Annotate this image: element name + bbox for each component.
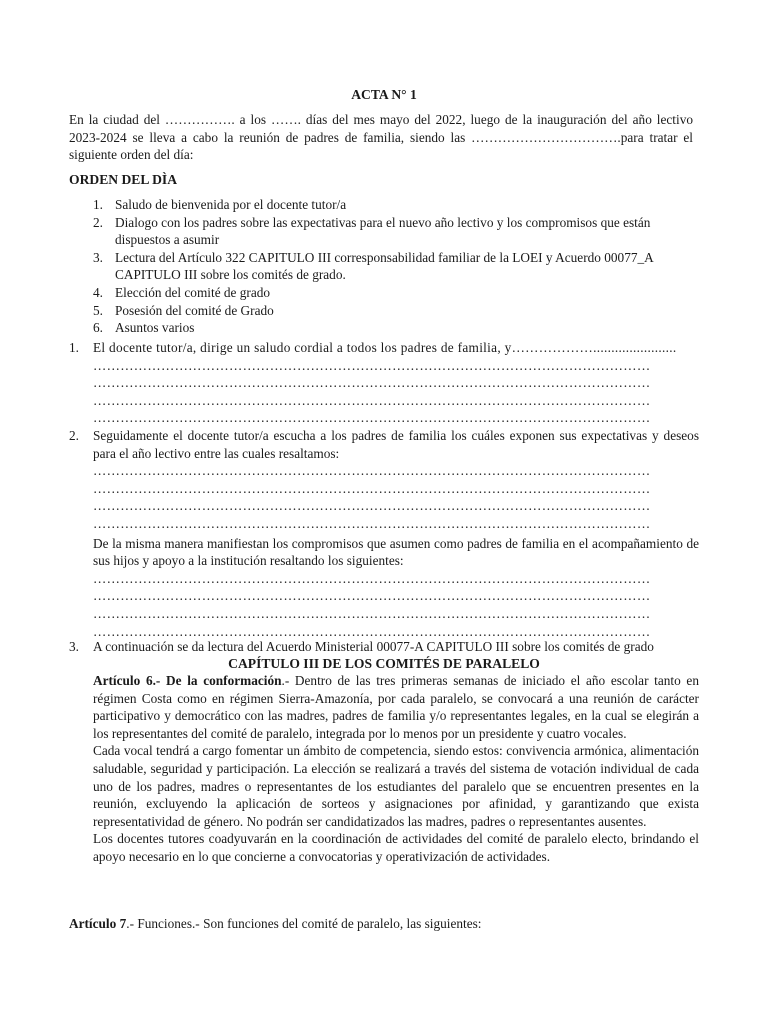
agenda-item-number: 3. bbox=[93, 249, 103, 265]
article-7-text: .- Funciones.- Son funciones del comité de paralelo, las siguientes: bbox=[126, 916, 482, 931]
agenda-item-text: Lectura del Artículo 322 CAPITULO III corresponsabilidad familiar de la LOEI y Acuerdo 00077_A CAPITULO III sobre los comités de grado. bbox=[115, 249, 654, 283]
section-text: El docente tutor/a, dirige un saludo cordial a todos los padres de familia, y………………....................... bbox=[93, 340, 677, 355]
dotted-fill-line: …………………………………………………………………………………………………………… bbox=[93, 357, 651, 373]
chapter-title: CAPÍTULO III DE LOS COMITÉS DE PARALELO bbox=[228, 656, 540, 671]
section-text: A continuación se da lectura del Acuerdo Ministerial 00077-A CAPITULO III sobre los comités de grado bbox=[93, 639, 654, 654]
agenda-item bbox=[93, 214, 693, 249]
dotted-fill-line: …………………………………………………………………………………………………………… bbox=[93, 463, 651, 479]
dotted-fill-line: …………………………………………………………………………………………………………… bbox=[93, 480, 651, 496]
agenda-item-text: Saludo de bienvenida por el docente tutor/a bbox=[115, 197, 347, 212]
minutes-section-1 bbox=[69, 339, 699, 427]
agenda-item-number: 5. bbox=[93, 302, 103, 318]
agenda-item-text: Posesión del comité de Grado bbox=[115, 302, 274, 318]
agenda-item-number: 4. bbox=[93, 284, 103, 300]
dotted-fill-line: …………………………………………………………………………………………………………… bbox=[93, 515, 651, 531]
dotted-fill-line: …………………………………………………………………………………………………………… bbox=[93, 375, 651, 391]
agenda-item bbox=[93, 249, 693, 284]
section-text: Seguidamente el docente tutor/a escucha a los padres de familia los cuáles exponen sus expectativas y deseos para el año lectivo entre las cuales resaltamos: bbox=[93, 428, 699, 461]
section-number: 3. bbox=[69, 639, 79, 654]
agenda-list bbox=[93, 196, 693, 337]
article-6-paragraph-2: Cada vocal tendrá a cargo fomentar un ámbito de competencia, siendo estos: convivencia armónica, alimentación saludable, seguridad y participación. La elección se realizará a través del sistema de votación individual de cada uno de los padres, madres o representantes de los estudiantes del paralelo que se encuentren presentes en la reunión, excluyendo la aplicación de sorteos y asignaciones por afinidad, y garantizando que exista representatividad de género. No podrán ser candidatizados las madres, padres o representantes ausentes. bbox=[93, 743, 699, 829]
section-number: 1. bbox=[69, 340, 79, 355]
dotted-fill-line: …………………………………………………………………………………………………………… bbox=[93, 570, 651, 586]
agenda-item-text: Elección del comité de grado bbox=[115, 284, 271, 300]
dotted-fill-line: …………………………………………………………………………………………………………… bbox=[93, 605, 651, 621]
minutes-section-3 bbox=[69, 638, 699, 656]
article-6 bbox=[93, 672, 699, 866]
agenda-item bbox=[93, 319, 693, 337]
article-7 bbox=[69, 915, 693, 933]
agenda-item bbox=[93, 196, 693, 214]
section-text-2: De la misma manera manifiestan los compromisos que asumen como padres de familia en el acompañamiento de sus hijos y apoyo a la institución resaltando los siguientes: bbox=[93, 535, 699, 569]
agenda-item-number: 6. bbox=[93, 320, 103, 336]
dotted-fill-line: …………………………………………………………………………………………………………… bbox=[93, 410, 651, 426]
agenda-item-number: 2. bbox=[93, 214, 103, 230]
article-6-paragraph-1: .- Dentro de las tres primeras semanas de iniciado el año escolar tanto en régimen Costa como en régimen Sierra-Amazonía, por cada paralelo, se convocará a una reunión de carácter participativo y democrático con las madres, padres de familia y/o representantes legales, en la cual se elegirán a los representantes del comité de paralelo, integrada por lo menos por un presidente y cuatro vocales. bbox=[93, 673, 699, 741]
minutes-section-2 bbox=[69, 427, 699, 640]
dotted-fill-line: …………………………………………………………………………………………………………… bbox=[93, 588, 651, 604]
agenda-item-number: 1. bbox=[93, 197, 103, 212]
agenda-item bbox=[93, 284, 693, 302]
agenda-item-text: Dialogo con los padres sobre las expectativas para el nuevo año lectivo y los compromisos que están dispuestos a asumir bbox=[115, 214, 651, 248]
section-number: 2. bbox=[69, 428, 79, 443]
agenda-item bbox=[93, 302, 693, 320]
agenda-heading: ORDEN DEL DÌA bbox=[69, 172, 178, 187]
intro-paragraph: En la ciudad del ……………. a los ……. días del mes mayo del 2022, luego de la inauguración del año lectivo 2023-2024 se lleva a cabo la reunión de padres de familia, siendo las …………………………….para tratar el siguiente orden del día: bbox=[69, 112, 693, 163]
article-6-paragraph-3: Los docentes tutores coadyuvarán en la coordinación de actividades del comité de paralelo electo, brindando el apoyo necesario en lo que concierne a convocatorias y operativización de actividades. bbox=[93, 831, 699, 864]
document-title: ACTA N° 1 bbox=[351, 87, 417, 102]
article-6-label: Artículo 6.- De la conformación bbox=[93, 673, 282, 688]
dotted-fill-line: …………………………………………………………………………………………………………… bbox=[93, 498, 651, 514]
dotted-fill-line: …………………………………………………………………………………………………………… bbox=[93, 392, 651, 408]
article-7-label: Artículo 7 bbox=[69, 916, 127, 931]
agenda-item-text: Asuntos varios bbox=[115, 320, 195, 336]
dotted-fill-line: …………………………………………………………………………………………………………… bbox=[93, 623, 651, 639]
